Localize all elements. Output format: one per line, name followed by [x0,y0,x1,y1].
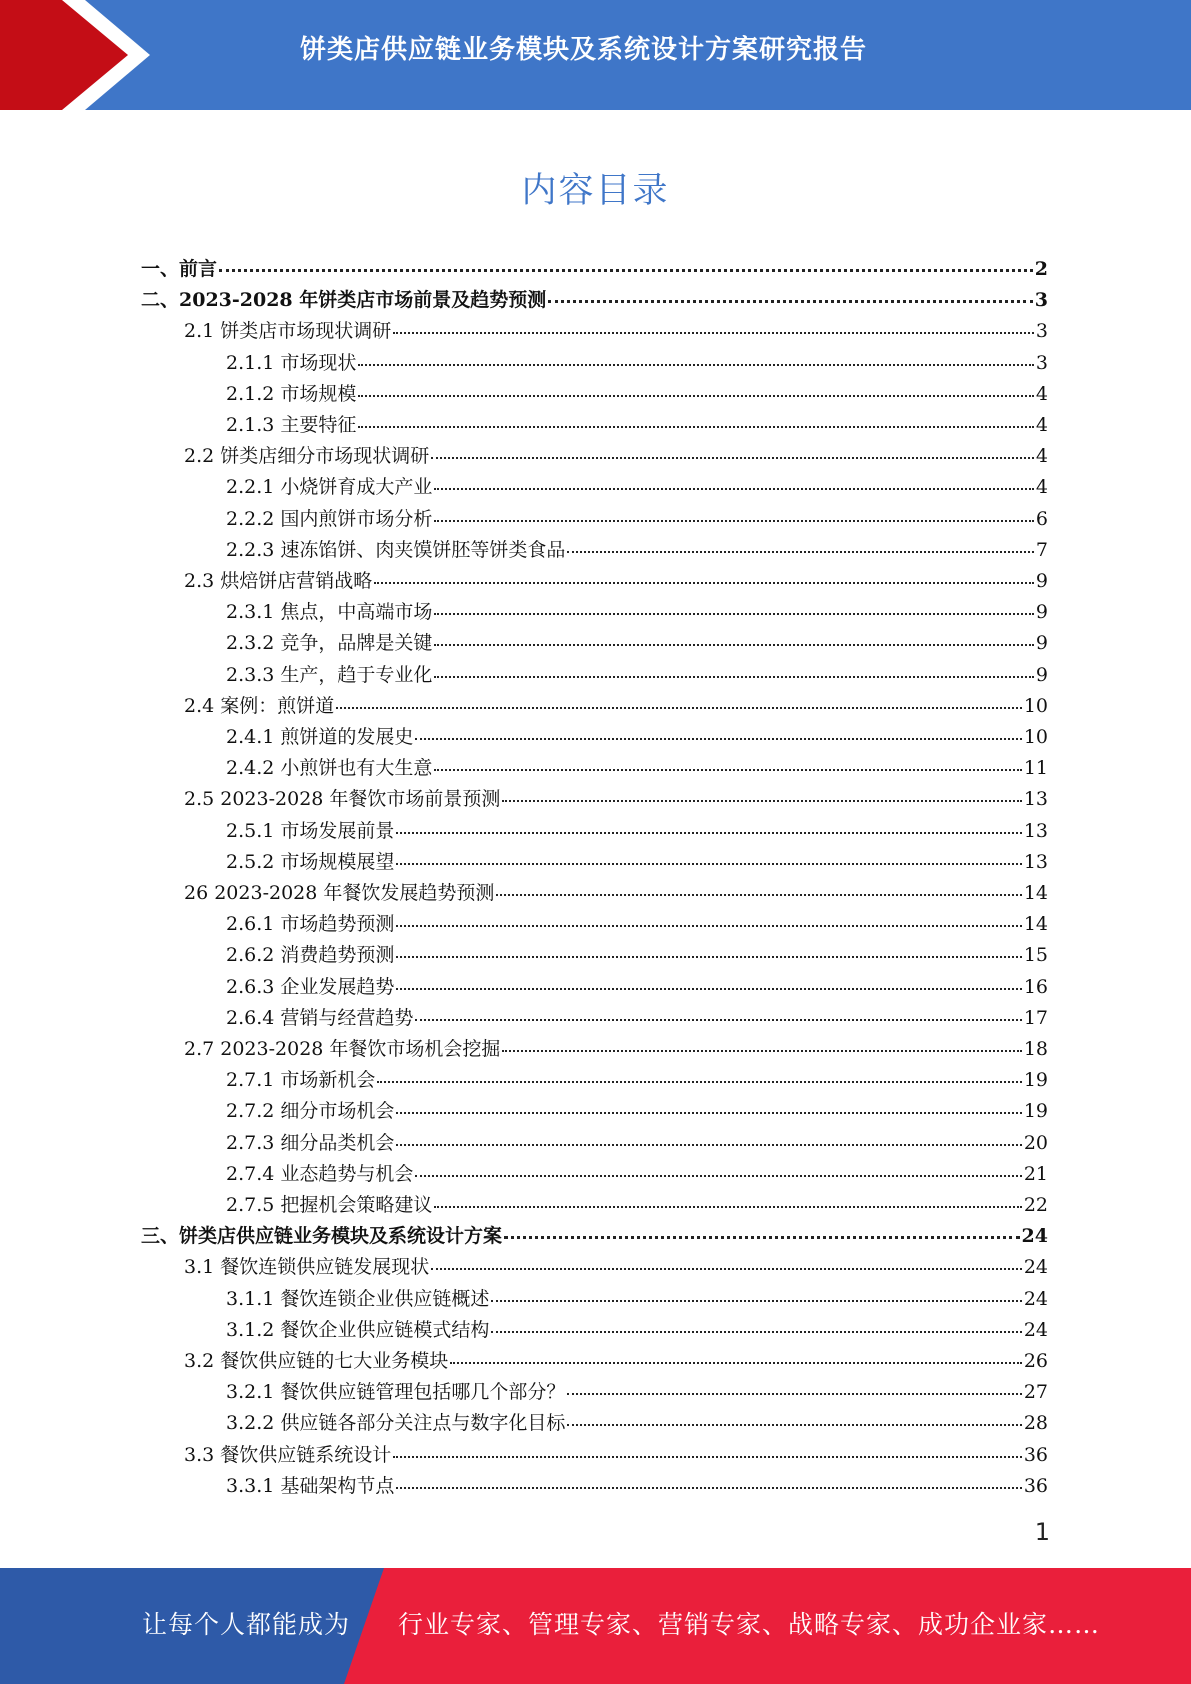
toc-dot-leader [393,1456,1022,1458]
toc-dot-leader [496,894,1021,896]
toc-entry-title: 2.6.3 企业发展趋势 [226,975,395,998]
toc-entry[interactable] [184,1346,1048,1377]
toc-entry-title: 2.2 饼类店细分市场现状调研 [184,445,430,468]
toc-entry[interactable] [226,1003,1048,1034]
toc-dot-leader [358,364,1034,366]
toc-entry-title: 2.7.4 业态趋势与机会 [226,1162,414,1185]
toc-entry-title: 26 2023-2028 年餐饮发展趋势预测 [184,882,495,904]
toc-entry-page: 13 [1023,788,1048,811]
toc-entry-page: 36 [1023,1474,1048,1497]
toc-dot-leader [415,1175,1021,1177]
toc-entry-page: 6 [1035,507,1048,530]
toc-dot-leader [396,863,1021,865]
toc-entry-title: 3.1.2 餐饮企业供应链模式结构 [226,1318,490,1341]
toc-dot-leader [415,738,1021,740]
toc-entry-page: 14 [1023,913,1048,936]
toc-dot-leader [396,925,1021,927]
toc-entry-title: 2.4.2 小煎饼也有大生意 [226,757,433,780]
toc-entry-page: 10 [1023,694,1048,717]
toc-entry-title: 2.3.3 生产，趋于专业化 [226,663,433,686]
toc-heading: 内容目录 [521,171,670,211]
toc-entry-title: 2.2.1 小烧饼育成大产业 [226,476,433,499]
toc-entry[interactable] [226,816,1048,847]
toc-entry-page: 4 [1035,382,1048,405]
toc-dot-leader [434,644,1034,646]
toc-entry-page: 4 [1035,414,1048,436]
toc-entry[interactable] [226,722,1048,753]
toc-entry[interactable] [184,1034,1048,1065]
toc-entry[interactable] [226,1471,1048,1502]
toc-entry-page: 26 [1023,1350,1048,1372]
toc-entry-title: 二、2023-2028 年饼类店市场前景及趋势预测 [141,289,547,312]
toc-dot-leader [396,956,1021,958]
toc-dot-leader [396,988,1021,990]
toc-entry[interactable] [184,441,1048,472]
toc-entry[interactable] [226,1284,1048,1315]
toc-entry-page: 19 [1023,1100,1048,1123]
toc-dot-leader [502,800,1021,802]
toc-entry[interactable] [226,1159,1048,1190]
toc-entry[interactable] [184,1440,1048,1471]
toc-entry-title: 2.4 案例：煎饼道 [184,694,335,717]
toc-entry-title: 3.3.1 基础架构节点 [226,1474,395,1497]
toc-dot-leader [567,1424,1021,1426]
toc-entry[interactable] [226,660,1048,691]
toc-entry[interactable] [226,1190,1048,1221]
toc-dot-leader [434,488,1034,490]
toc-entry[interactable] [226,597,1048,628]
toc-dot-leader [393,332,1034,334]
footer-roles: 行业专家、管理专家、营销专家、战略专家、成功企业家…… [398,1610,1101,1639]
toc-entry-title: 2.2.2 国内煎饼市场分析 [226,507,433,530]
toc-dot-leader [336,707,1022,709]
toc-entry-page: 24 [1021,1225,1048,1248]
toc-entry-title: 2.7 2023-2028 年餐饮市场机会挖掘 [184,1038,501,1060]
toc-entry-title: 2.1 饼类店市场现状调研 [184,320,392,343]
toc-entry-title: 2.1.2 市场规模 [226,382,357,405]
toc-entry-page: 18 [1023,1038,1048,1060]
toc-entry-title: 3.2 餐饮供应链的七大业务模块 [184,1350,449,1372]
toc-entry-page: 21 [1023,1162,1048,1185]
toc-dot-leader [504,1236,1020,1239]
toc-entry[interactable] [226,1377,1048,1408]
toc-entry-page: 19 [1023,1069,1048,1092]
toc-entry-title: 三、饼类店供应链业务模块及系统设计方案 [141,1225,503,1248]
toc-entry-page: 9 [1035,632,1048,655]
toc-entry[interactable] [184,691,1048,722]
toc-entry-page: 4 [1035,445,1048,468]
toc-dot-leader [434,613,1034,615]
toc-entry[interactable] [226,1065,1048,1096]
toc-entry-title: 2.7.5 把握机会策略建议 [226,1194,433,1216]
toc-entry-page: 4 [1035,476,1048,499]
toc-entry-title: 一、前言 [141,258,218,280]
toc-entry-page: 7 [1035,538,1048,561]
toc-dot-leader [358,395,1034,397]
toc-dot-leader [567,1393,1021,1395]
toc-entry-page: 24 [1023,1318,1048,1341]
toc-dot-leader [374,582,1034,584]
toc-entry-title: 2.6.2 消费趋势预测 [226,944,395,967]
toc-entry[interactable] [226,940,1048,971]
toc-entry[interactable] [226,1128,1048,1159]
toc-entry[interactable] [226,1408,1048,1439]
toc-entry-title: 2.7.1 市场新机会 [226,1069,376,1092]
toc-dot-leader [219,269,1033,272]
toc-entry-title: 2.5.2 市场规模展望 [226,850,395,873]
report-title: 饼类店供应链业务模块及系统设计方案研究报告 [300,35,868,65]
toc-entry-page: 24 [1023,1287,1048,1310]
toc-entry[interactable] [141,285,1048,316]
toc-entry[interactable] [226,504,1048,535]
header-banner [0,0,1191,110]
toc-entry-page: 10 [1023,726,1048,748]
toc-entry[interactable] [226,753,1048,784]
toc-entry-title: 2.6.4 营销与经营趋势 [226,1006,414,1029]
toc-entry-title: 3.2.1 餐饮供应链管理包括哪几个部分？ [226,1381,566,1404]
toc-entry[interactable] [184,878,1048,909]
toc-entry-page: 15 [1023,944,1048,967]
toc-dot-leader [567,551,1034,553]
toc-dot-leader [491,1331,1021,1333]
toc-entry-title: 3.2.2 供应链各部分关注点与数字化目标 [226,1412,566,1435]
toc-entry[interactable] [226,972,1048,1003]
toc-entry-page: 17 [1023,1006,1048,1029]
toc-entry[interactable] [226,472,1048,503]
toc-entry-title: 2.3 烘焙饼店营销战略 [184,570,373,592]
toc-entry-page: 22 [1023,1194,1048,1216]
toc-entry[interactable] [226,410,1048,441]
toc-entry-page: 9 [1035,663,1048,686]
toc-dot-leader [431,1268,1022,1270]
toc-entry[interactable] [226,348,1048,379]
toc-entry-title: 2.1.3 主要特征 [226,414,357,436]
toc-entry-page: 14 [1023,882,1048,904]
footer-slogan: 让每个人都能成为 [142,1610,351,1639]
toc-entry-title: 3.3 餐饮供应链系统设计 [184,1443,392,1466]
toc-entry[interactable] [184,784,1048,815]
toc-entry-page: 36 [1023,1443,1048,1466]
toc-entry[interactable] [226,909,1048,940]
toc-entry-title: 2.5.1 市场发展前景 [226,819,395,842]
toc-dot-leader [396,1487,1021,1489]
toc-entry[interactable] [226,628,1048,659]
toc-dot-leader [396,1144,1021,1146]
toc-entry-title: 2.4.1 煎饼道的发展史 [226,726,414,748]
toc-entry[interactable] [226,847,1048,878]
toc-dot-leader [434,520,1034,522]
toc-entry[interactable] [141,1221,1048,1252]
toc-entry-page: 27 [1023,1381,1048,1404]
toc-dot-leader [434,676,1034,678]
toc-entry[interactable] [184,1252,1048,1283]
toc-entry-page: 3 [1035,351,1048,374]
toc-entry-page: 2 [1034,258,1048,280]
toc-dot-leader [396,832,1021,834]
toc-entry[interactable] [226,379,1048,410]
toc-dot-leader [434,769,1021,771]
toc-entry-page: 24 [1023,1256,1048,1279]
toc-entry-title: 2.2.3 速冻馅饼、肉夹馍饼胚等饼类食品 [226,538,566,561]
page-number: 1 [1034,1518,1050,1546]
toc-entry[interactable] [226,1315,1048,1346]
toc-dot-leader [358,426,1034,428]
toc-entry-title: 2.7.2 细分市场机会 [226,1100,395,1123]
toc-entry[interactable] [184,316,1048,347]
toc-entry-title: 2.7.3 细分品类机会 [226,1131,395,1154]
toc-entry-title: 3.1 餐饮连锁供应链发展现状 [184,1256,430,1279]
toc-dot-leader [548,300,1033,303]
toc-entry-page: 13 [1023,850,1048,873]
toc-entry-title: 2.6.1 市场趋势预测 [226,913,395,936]
toc-dot-leader [396,1112,1021,1114]
toc-entry-page: 20 [1023,1131,1048,1154]
toc-entry[interactable] [141,254,1048,285]
toc-entry-title: 2.5 2023-2028 年餐饮市场前景预测 [184,788,501,811]
toc-dot-leader [431,457,1034,459]
footer-banner [0,1568,1191,1684]
toc-entry-title: 2.3.1 焦点，中高端市场 [226,601,433,624]
toc-entry-page: 9 [1035,601,1048,624]
toc-entry-page: 16 [1023,975,1048,998]
toc-dot-leader [502,1050,1021,1052]
toc-dot-leader [415,1019,1021,1021]
toc-dot-leader [450,1362,1022,1364]
toc-entry-title: 3.1.1 餐饮连锁企业供应链概述 [226,1287,490,1310]
toc-entry-page: 11 [1023,757,1048,780]
toc-entry-title: 2.3.2 竞争，品牌是关键 [226,632,433,655]
toc-dot-leader [434,1206,1021,1208]
toc-entry-page: 3 [1035,320,1048,343]
toc-dot-leader [491,1300,1021,1302]
toc-entry-title: 2.1.1 市场现状 [226,351,357,374]
toc-dot-leader [377,1081,1021,1083]
toc-entry[interactable] [226,535,1048,566]
toc-entry-page: 28 [1023,1412,1048,1435]
toc-entry-page: 9 [1035,570,1048,592]
toc-entry-page: 13 [1023,819,1048,842]
toc-entry[interactable] [226,1096,1048,1127]
toc-entry[interactable] [184,566,1048,597]
toc-entry-page: 3 [1034,289,1048,312]
